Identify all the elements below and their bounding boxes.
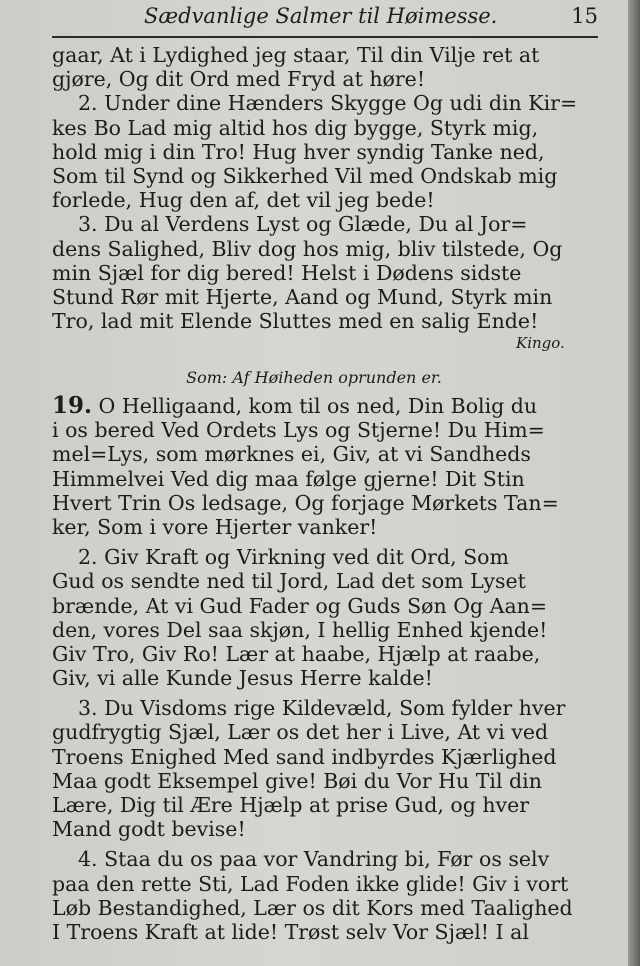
verse-line: gaar, At i Lydighed jeg staar, Til din Vilje ret at [52,43,540,67]
verse-line: Mand godt bevise! [52,817,246,842]
verse-line: Tro, lad mit Elende Sluttes med en salig Ende! [52,309,539,334]
verse-line: Maa godt Eksempel give! Bøi du Vor Hu Til din [52,768,542,793]
tune-reference: Som: Af Høiheden oprunden er. [186,368,442,387]
verse-line: i os bered Ved Ordets Lys og Stjerne! Du Him= [52,418,545,443]
verse-line: Troens Enighed Med sand indbyrdes Kjærlighed [52,744,557,769]
header-rule [52,36,598,38]
hymn-number: 19. [52,394,93,419]
hymn-19 [52,394,598,944]
verse-line: Giv, vi alle Kunde Jesus Herre kalde! [52,666,433,691]
verse-line: den, vores Del saa skjøn, I hellig Enhed kjende! [52,617,548,642]
hymn-author: Kingo. [516,334,565,352]
verse-line: 3. Du Visdoms rige Kildevæld, Som fylder hver [78,696,566,721]
verse-line: paa den rette Sti, Lad Foden ikke glide! Giv i vort [52,871,569,896]
verse-line: 2. Giv Kraft og Virkning ved dit Ord, Som [78,545,509,570]
verse-line: 4. Staa du os paa vor Vandring bi, Før os selv [78,847,550,872]
verse-line: min Sjæl for dig bered! Helst i Dødens sidste [52,260,522,285]
verse-line: I Troens Kraft at lide! Trøst selv Vor Sjæl! I al [52,919,529,944]
verse-line: Giv Tro, Giv Ro! Lær at haabe, Hjælp at raabe, [52,641,541,666]
running-title: Sædvanlige Salmer til Høimesse. [144,4,498,28]
verse-line: 3. Du al Verdens Lyst og Glæde, Du al Jor= [78,212,528,237]
verse-line: Som til Synd og Sikkerhed Vil med Ondskab mig [52,163,558,188]
verse-line: forlede, Hug den af, det vil jeg bede! [52,188,435,213]
verse-line: Løb Bestandighed, Lær os dit Kors med Taalighed [52,895,573,920]
verse-line: dens Salighed, Bliv dog hos mig, bliv tilstede, Og [52,236,563,261]
verse-line: mel=Lys, som mørknes ei, Giv, at vi Sandheds [52,442,531,467]
verse-line: hold mig i din Tro! Hug hver syndig Tanke ned, [52,139,545,164]
verse-line: kes Bo Lad mig altid hos dig bygge, Styrk mig, [52,115,539,140]
verse-line: Lære, Dig til Ære Hjælp at prise Gud, og hver [52,793,530,817]
page-number: 15 [571,4,598,28]
hymn-18-continuation [52,43,598,333]
verse-line: Hvert Trin Os ledsage, Og forjage Mørkets Tan= [52,490,559,515]
verse-line: Himmelvei Ved dig maa følge gjerne! Dit Stin [52,466,525,491]
running-header [52,4,598,34]
verse-line: 2. Under dine Hænders Skygge Og udi din Kir= [78,91,578,116]
verse-line: ker, Som i vore Hjerter vanker! [52,514,378,539]
verse-line: brænde, At vi Gud Fader og Guds Søn Og Aan= [52,593,548,618]
verse-line: Stund Rør mit Hjerte, Aand og Mund, Styrk min [52,284,553,309]
verse-line: gudfrygtig Sjæl, Lær os det her i Live, At vi ved [52,720,549,745]
verse-text: O Helligaand, kom til os ned, Din Bolig du [98,394,538,418]
hymn-first-line [52,394,598,418]
verse-line: Gud os sendte ned til Jord, Lad det som Lyset [52,569,526,594]
page-edge-shadow [628,0,640,966]
verse-line: gjøre, Og dit Ord med Fryd at høre! [52,67,426,92]
